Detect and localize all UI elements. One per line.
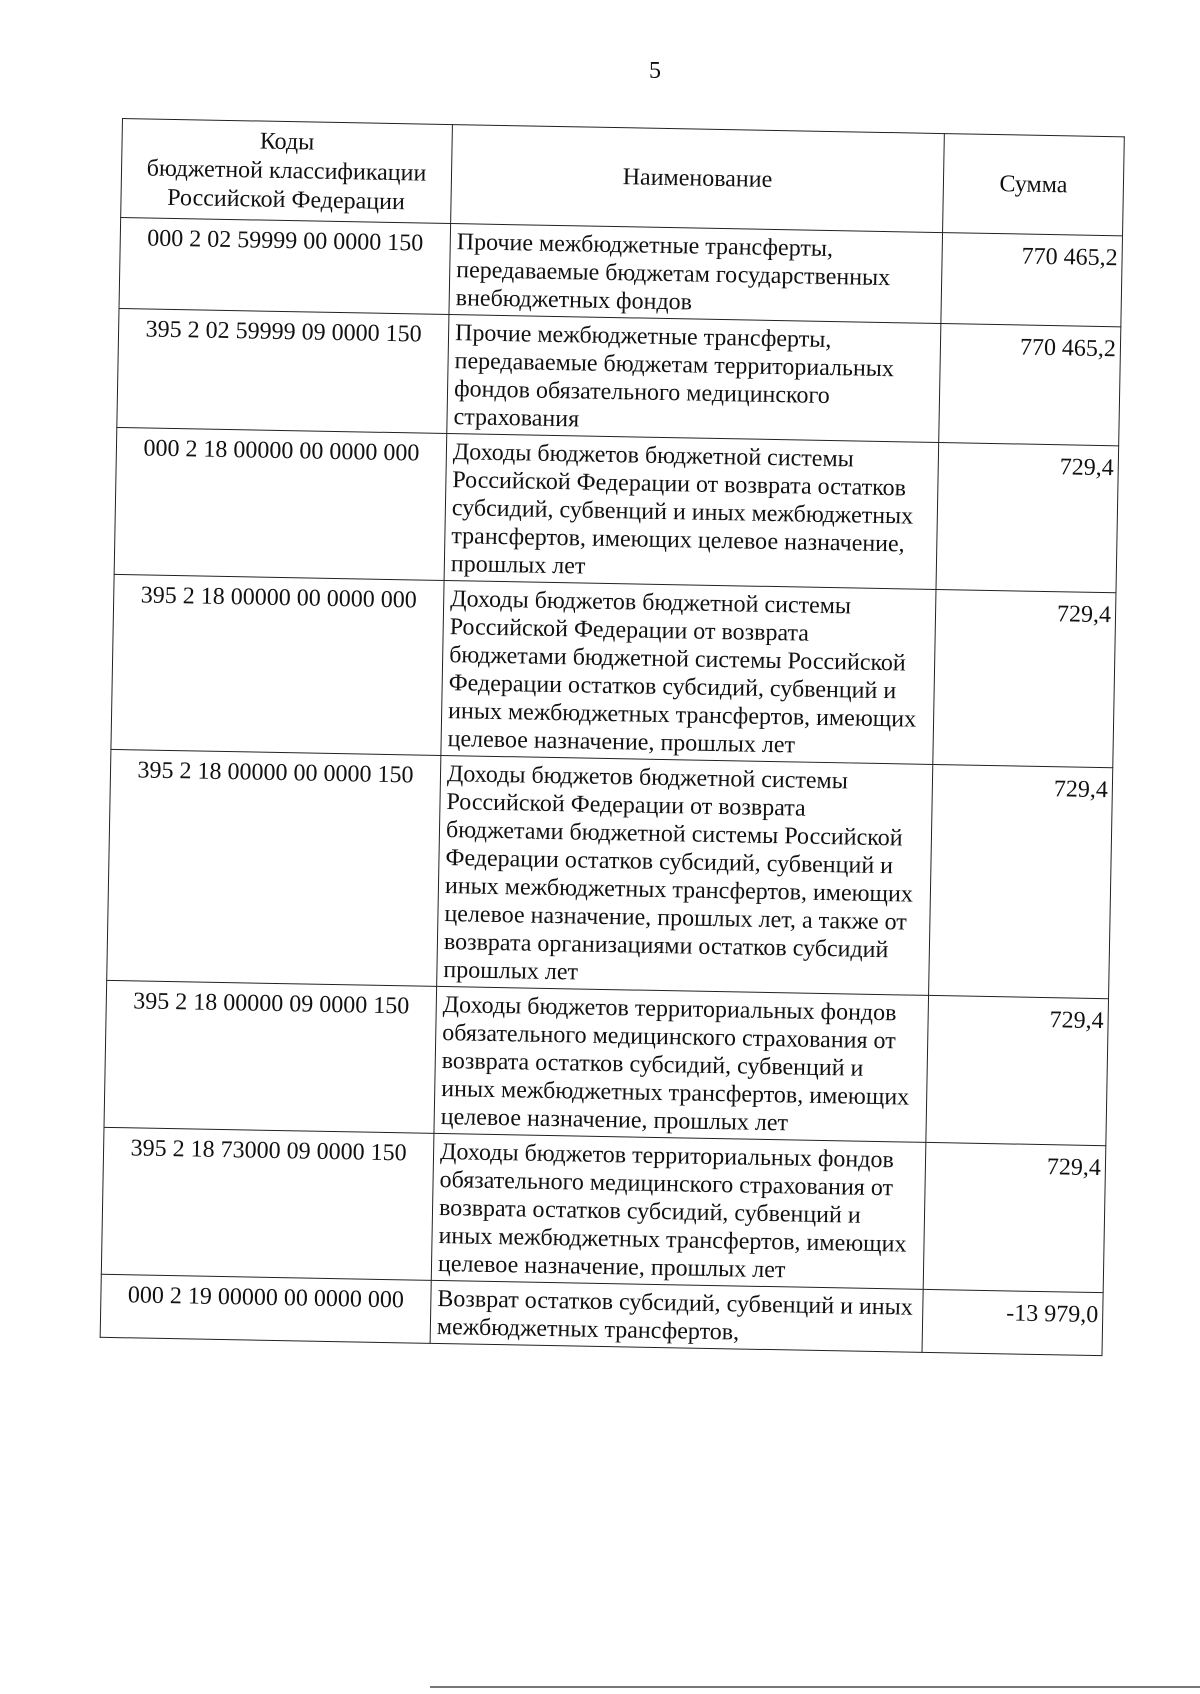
- header-codes-line-1: Коды: [259, 128, 315, 156]
- table-row: [101, 1127, 1106, 1292]
- row-sum: 729,4: [923, 1142, 1106, 1292]
- row-sum: -13 979,0: [922, 1289, 1103, 1355]
- table-row: [104, 980, 1109, 1145]
- page-number: 5: [649, 58, 661, 84]
- row-code: 395 2 18 00000 00 0000 150: [107, 749, 441, 986]
- row-name: Доходы бюджетов бюджетной системы Российской Федерации от возврата бюджетами бюджетной системы Российской Федерации остатков субсидий, субвенций и иных межбюджетных трансфертов, имеющих целевое назначение, прошлых лет: [441, 580, 936, 764]
- scan-edge-line: [430, 1686, 1200, 1688]
- row-name: Доходы бюджетов бюджетной системы Российской Федерации от возврата бюджетами бюджетной системы Российской Федерации остатков субсидий, субвенций и иных межбюджетных трансфертов, имеющих целевое назначение, прошлых лет, а также от возврата организациями остатков субсидий прошлых лет: [437, 755, 933, 995]
- header-codes: [121, 119, 453, 224]
- table-row: [111, 574, 1116, 767]
- row-name: Доходы бюджетов территориальных фондов обязательного медицинского страхования от возврата остатков субсидий, субвенций и иных межбюджетных трансфертов, имеющих целевое назначение, прошлых лет: [431, 1133, 926, 1289]
- row-code: 000 2 19 00000 00 0000 000: [100, 1274, 431, 1343]
- row-name: Прочие межбюджетные трансферты, передаваемые бюджетам территориальных фондов обязательного медицинского страхования: [447, 315, 941, 443]
- row-sum: 729,4: [936, 443, 1119, 593]
- row-sum: 729,4: [933, 589, 1116, 767]
- header-name: Наименование: [451, 125, 945, 233]
- row-name: Доходы бюджетов территориальных фондов обязательного медицинского страхования от возврата остатков субсидий, субвенций и иных межбюджетных трансфертов, имеющих целевое назначение, прошлых лет: [434, 986, 929, 1142]
- budget-classification-table: [100, 118, 1125, 1356]
- row-sum: 770 465,2: [941, 233, 1123, 327]
- row-code: 395 2 18 00000 00 0000 000: [111, 574, 444, 755]
- row-code: 395 2 18 00000 09 0000 150: [104, 980, 437, 1133]
- row-code: 395 2 02 59999 09 0000 150: [117, 308, 449, 433]
- table-row: [107, 749, 1113, 998]
- table-row: [114, 427, 1119, 592]
- row-code: 000 2 18 00000 00 0000 000: [114, 427, 447, 580]
- header-codes-line-2: бюджетной классификации: [146, 154, 427, 187]
- row-sum: 770 465,2: [939, 324, 1121, 446]
- row-code: 000 2 02 59999 00 0000 150: [119, 217, 451, 314]
- row-sum: 729,4: [926, 995, 1109, 1145]
- row-name: Прочие межбюджетные трансферты, передаваемые бюджетам государственных внебюджетных фондов: [449, 224, 943, 324]
- row-code: 395 2 18 73000 09 0000 150: [101, 1127, 434, 1280]
- row-name: Возврат остатков субсидий, субвенций и иных межбюджетных трансфертов,: [430, 1280, 923, 1352]
- table-row: [117, 308, 1121, 445]
- table-header-row: [121, 119, 1125, 236]
- header-sum: Сумма: [943, 134, 1125, 236]
- row-sum: 729,4: [929, 764, 1113, 998]
- header-codes-line-3: Российской Федерации: [167, 184, 406, 215]
- row-name: Доходы бюджетов бюджетной системы Российской Федерации от возврата остатков субсидий, субвенций и иных межбюджетных трансфертов, имеющих целевое назначение, прошлых лет: [444, 434, 939, 590]
